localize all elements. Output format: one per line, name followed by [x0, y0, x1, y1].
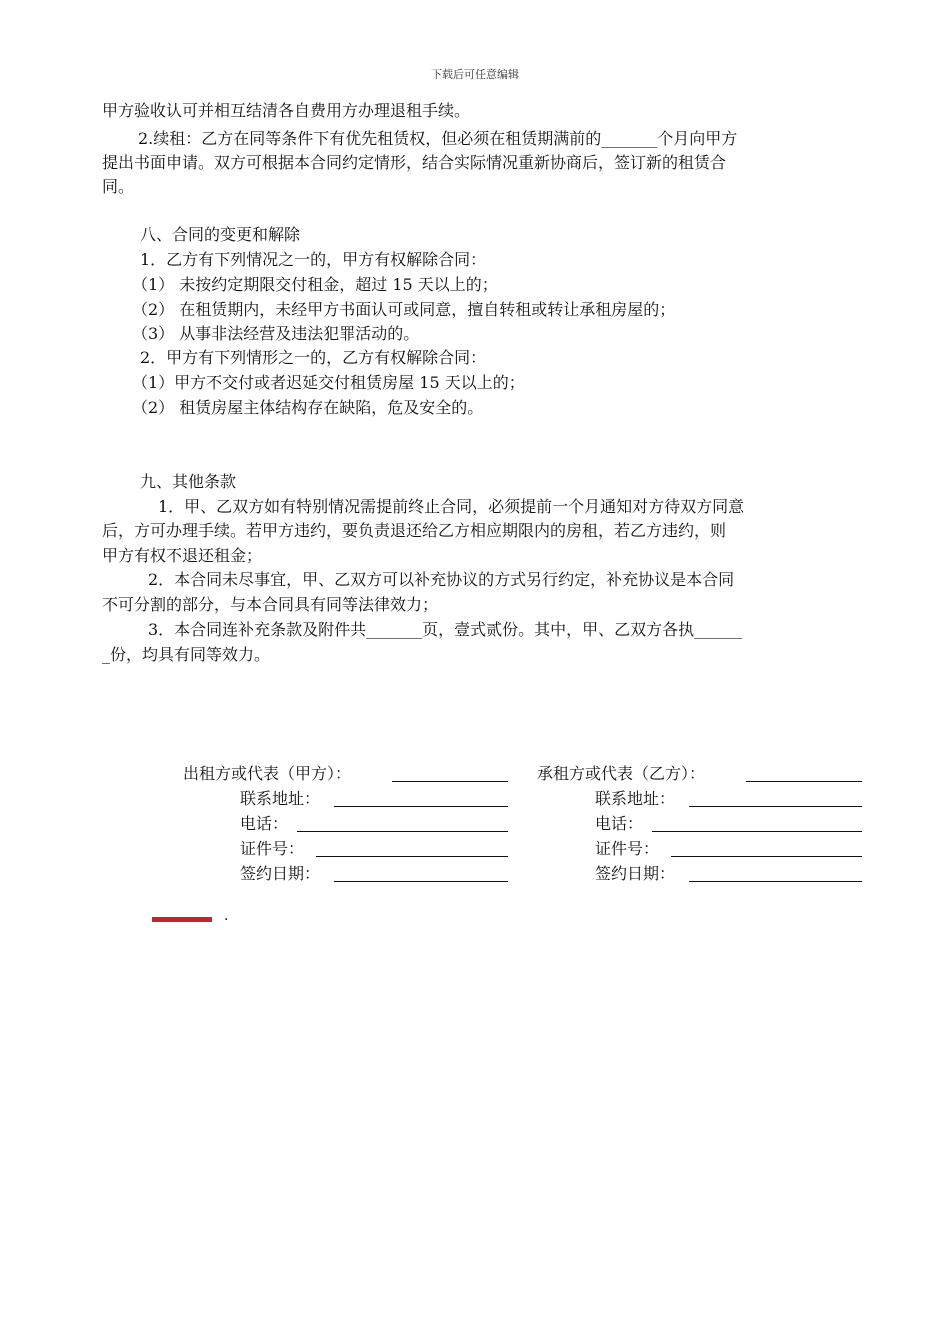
footer-mark: .	[224, 908, 229, 924]
paragraph-line: 后，方可办理手续。若甲方违约，要负责退还给乙方相应期限内的房租，若乙方违约，则	[102, 521, 727, 540]
paragraph-line: 不可分割的部分，与本合同具有同等法律效力；	[102, 595, 439, 614]
section-9-title: 九、其他条款	[140, 472, 237, 491]
paragraph-line: 提出书面申请。双方可根据本合同约定情形，结合实际情况重新协商后，签订新的租赁合	[102, 153, 727, 172]
lessee-address-label: 联系地址：	[595, 789, 676, 808]
lessor-address-field[interactable]	[334, 806, 508, 807]
lessee-date-field[interactable]	[689, 881, 862, 882]
lessor-address-label: 联系地址：	[240, 789, 321, 808]
lessor-date-field[interactable]	[334, 881, 508, 882]
renewal-clause: 2.续租：乙方在同等条件下有优先租赁权，但必须在租赁期满前的_______个月向甲方	[138, 129, 738, 148]
lessee-id-field[interactable]	[671, 856, 862, 857]
clause-8-1: 1．乙方有下列情况之一的，甲方有权解除合同：	[140, 250, 487, 269]
red-decorative-bar	[152, 917, 212, 922]
clause-8-2: 2．甲方有下列情形之一的，乙方有权解除合同：	[140, 348, 487, 367]
paragraph-line: 甲方验收认可并相互结清各自费用方办理退租手续。	[102, 101, 471, 120]
lessor-date-label: 签约日期：	[240, 864, 321, 883]
lessor-name-field[interactable]	[392, 781, 508, 782]
lessee-title: 承租方或代表（乙方）：	[537, 764, 706, 783]
clause-9-1: 1．甲、乙双方如有特别情况需提前终止合同，必须提前一个月通知对方待双方同意	[158, 497, 745, 516]
clause-8-1-item: （3） 从事非法经营及违法犯罪活动的。	[132, 324, 420, 343]
page-header: 下载后可任意编辑	[431, 68, 519, 81]
paragraph-line: 同。	[102, 177, 135, 196]
lessor-id-label: 证件号：	[240, 839, 305, 858]
lessee-phone-label: 电话：	[595, 814, 644, 833]
lessor-phone-field[interactable]	[297, 831, 508, 832]
clause-8-1-item: （2） 在租赁期内，未经甲方书面认可或同意，擅自转租或转让承租房屋的；	[132, 300, 676, 319]
lessor-id-field[interactable]	[316, 856, 508, 857]
paragraph-line: 甲方有权不退还租金；	[102, 546, 263, 565]
clause-8-2-item: （1）甲方不交付或者迟延交付租赁房屋 15 天以上的；	[132, 373, 525, 392]
lessor-title: 出租方或代表（甲方）：	[183, 764, 352, 783]
clause-9-2: 2．本合同未尽事宜，甲、乙双方可以补充协议的方式另行约定，补充协议是本合同	[148, 570, 735, 589]
lessee-address-field[interactable]	[689, 806, 862, 807]
clause-8-1-item: （1） 未按约定期限交付租金，超过 15 天以上的；	[132, 275, 498, 294]
lessee-phone-field[interactable]	[652, 831, 862, 832]
clause-8-2-item: （2） 租赁房屋主体结构存在缺陷，危及安全的。	[132, 398, 484, 417]
lessee-id-label: 证件号：	[595, 839, 660, 858]
paragraph-line: _份，均具有同等效力。	[102, 645, 271, 664]
clause-9-3: 3．本合同连补充条款及附件共_______页，壹式贰份。其中，甲、乙双方各执______	[148, 620, 743, 639]
lessee-name-field[interactable]	[746, 781, 862, 782]
lessee-date-label: 签约日期：	[595, 864, 676, 883]
lessor-phone-label: 电话：	[240, 814, 289, 833]
section-8-title: 八、合同的变更和解除	[140, 225, 301, 244]
